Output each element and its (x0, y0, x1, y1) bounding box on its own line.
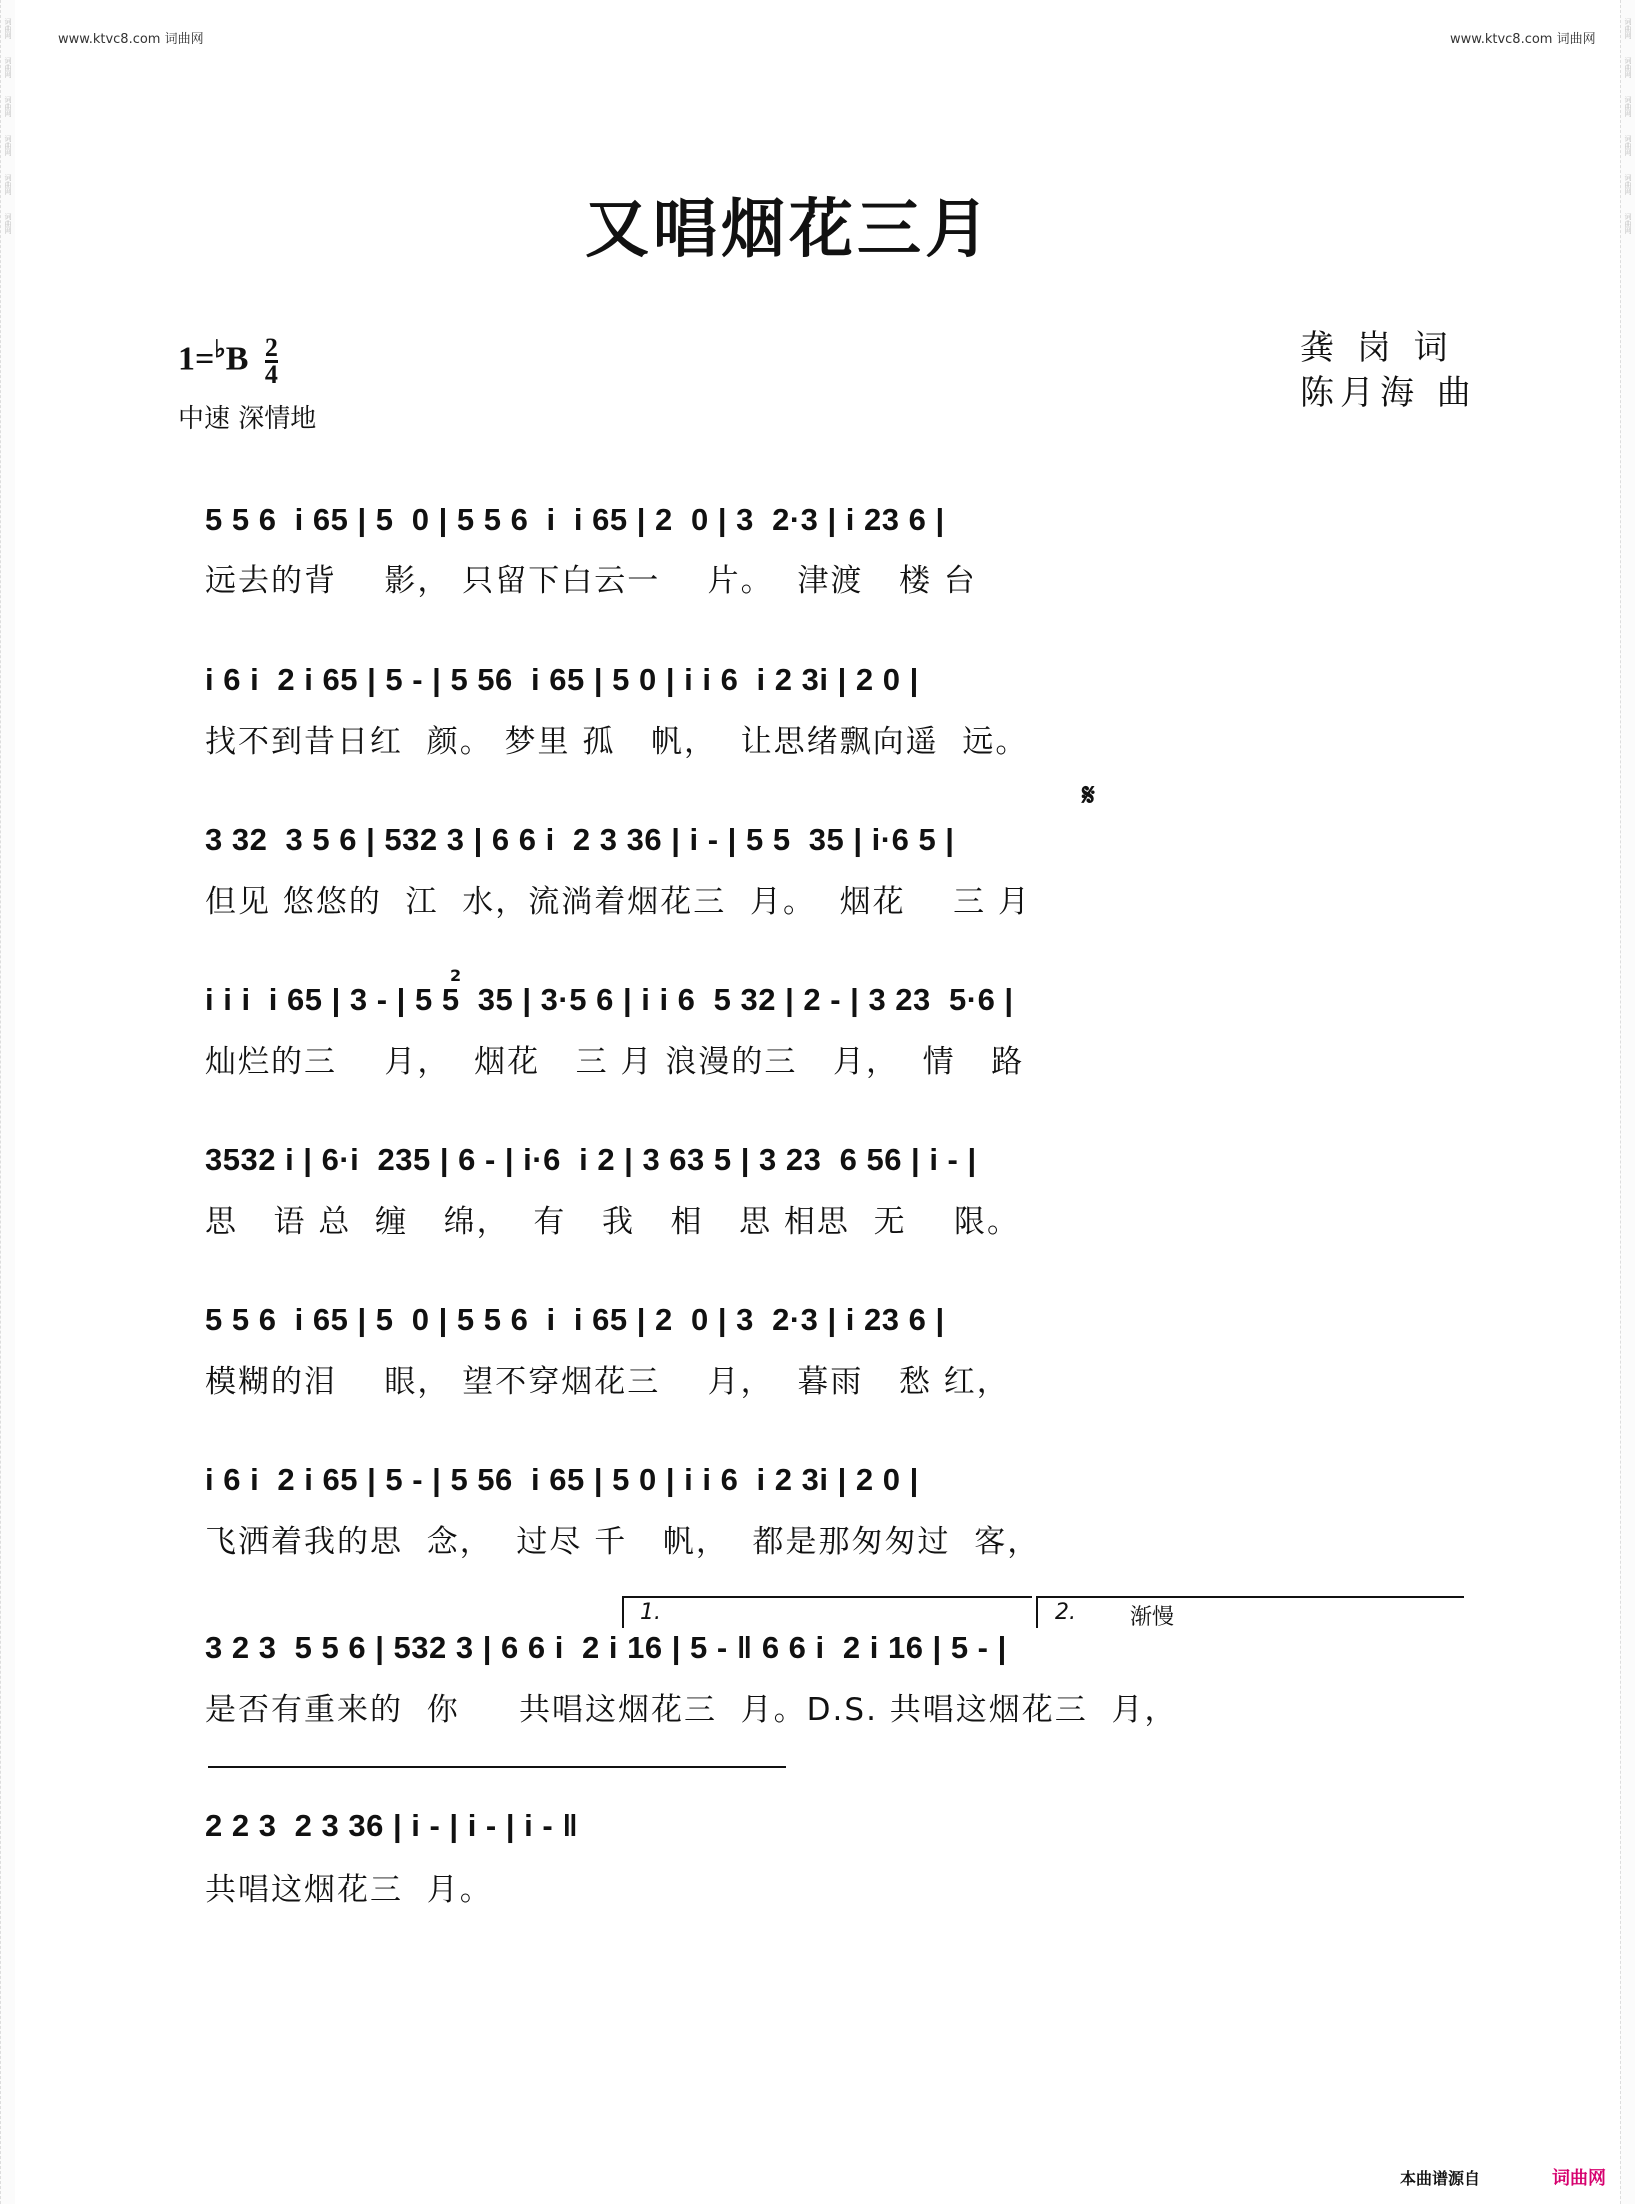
key-signature (178, 333, 278, 390)
coda-slur-line (208, 1766, 786, 1768)
header-right-url: www.ktvc8.com 词曲网 (1450, 32, 1596, 47)
volta-1-bracket (622, 1596, 1032, 1628)
time-bottom: 4 (264, 360, 278, 390)
lyrics-line-2: 找不到昔日红 颜。 梦里 孤 帆， 让思绪飘向遥 远。 (205, 724, 1029, 760)
volta-2-label: 2. (1055, 1600, 1076, 1625)
composer-credit: 陈月海 曲 (1300, 373, 1477, 413)
lyrics-line-1: 远去的背 影， 只留下白云一 片。 津渡 楼 台 (205, 563, 977, 599)
notation-line-8: 3 2 3 5 5 6 | 532 3 | 6 6 i 2 i 16 | 5 - ‖ 6 6 i 2 i 16 | 5 - | (205, 1630, 1007, 1665)
flat-symbol: ♭ (214, 337, 226, 363)
lyrics-line-3: 但见 悠悠的 江 水，流淌着烟花三 月。 烟花 三 月 (205, 884, 1031, 920)
lyrics-line-5: 思 语 总 缠 绵， 有 我 相 思 相思 无 限。 (205, 1204, 1021, 1240)
header-left-url: www.ktvc8.com 词曲网 (58, 32, 204, 47)
volta-2-bracket (1036, 1596, 1464, 1628)
notation-line-4: i i i i 65 | 3 - | 5 5 35 | 3·5 6 | i i 6 5 32 | 2 - | 3 23 5·6 | (205, 982, 1014, 1017)
lyrics-line-7: 飞洒着我的思 念， 过尽 千 帆， 都是那匆匆过 客， (205, 1524, 1041, 1560)
time-top: 2 (264, 333, 278, 363)
song-title: 又唱烟花三月 (585, 192, 993, 267)
time-signature (264, 333, 278, 390)
notation-line-6: 5 5 6 i 65 | 5 0 | 5 5 6 i i 65 | 2 0 | 3 2·3 | i 23 6 | (205, 1302, 945, 1337)
notation-line-3: 3 32 3 5 6 | 532 3 | 6 6 i 2 3 36 | i - | 5 5 35 | i·6 5 | (205, 822, 955, 857)
notation-line-5: 3532 i | 6·i 235 | 6 - | i·6 i 2 | 3 63 5 | 3 23 6 56 | i - | (205, 1142, 977, 1177)
notation-line-9: 2 2 3 2 3 36 | i - | i - | i - ‖ (205, 1808, 579, 1843)
left-watermark-strip: 词曲网 词曲网 词曲网 词曲网 词曲网 词曲网 (0, 0, 15, 2204)
notation-line-2: i 6 i 2 i 65 | 5 - | 5 56 i 65 | 5 0 | i i 6 i 2 3i | 2 0 | (205, 662, 919, 697)
lyrics-line-6: 模糊的泪 眼， 望不穿烟花三 月， 暮雨 愁 红， (205, 1364, 1010, 1400)
key-note: B (225, 340, 249, 378)
notation-line-7: i 6 i 2 i 65 | 5 - | 5 56 i 65 | 5 0 | i i 6 i 2 3i | 2 0 | (205, 1462, 919, 1497)
lyrics-line-9: 共唱这烟花三 月。 (205, 1872, 493, 1908)
ritardando-mark: 渐慢 (1130, 1605, 1175, 1630)
lyrics-line-4: 灿烂的三 月， 烟花 三 月 浪漫的三 月， 情 路 (205, 1044, 1025, 1080)
grace-note-mark: 2 (450, 966, 462, 985)
footer-source-text: 本曲谱源自 (1400, 2169, 1481, 2188)
lyrics-line-8: 是否有重来的 你 共唱这烟花三 月。D.S. 共唱这烟花三 月， (205, 1692, 1178, 1728)
segno-mark: 𝄋 (1082, 778, 1095, 813)
key-prefix: 1= (178, 340, 215, 378)
footer-site-logo[interactable]: 词曲网 (1552, 2168, 1606, 2189)
lyricist-credit: 龚 岗 词 (1300, 328, 1454, 368)
right-watermark-strip: 词曲网 词曲网 词曲网 词曲网 词曲网 词曲网 (1620, 0, 1635, 2204)
volta-1-label: 1. (640, 1600, 661, 1625)
notation-line-1: 5 5 6 i 65 | 5 0 | 5 5 6 i i 65 | 2 0 | 3 2·3 | i 23 6 | (205, 502, 945, 537)
tempo-marking: 中速 深情地 (178, 404, 317, 434)
